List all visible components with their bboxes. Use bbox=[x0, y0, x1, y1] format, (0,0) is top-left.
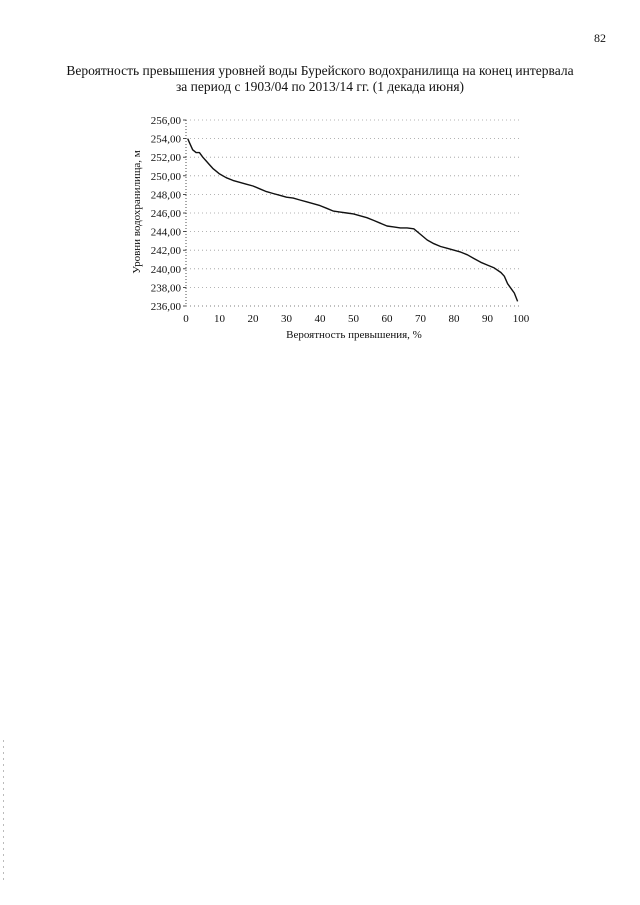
chart-title-line-1: Вероятность превышения уровней воды Бурейского водохранилища на конец интервала bbox=[66, 63, 574, 78]
y-tick-label-0: 236,00 bbox=[150, 301, 181, 313]
y-tick-label-2: 240,00 bbox=[150, 263, 181, 276]
y-tick-label-7: 250,00 bbox=[150, 170, 181, 183]
y-tick-label-4: 244,00 bbox=[150, 226, 181, 239]
x-tick-label-6: 60 bbox=[381, 313, 393, 325]
y-tick-label-6: 248,00 bbox=[150, 189, 181, 202]
x-tick-label-8: 80 bbox=[448, 313, 460, 325]
y-tick-label-9: 254,00 bbox=[150, 133, 181, 146]
x-tick-label-9: 90 bbox=[482, 313, 493, 325]
y-tick-label-3: 242,00 bbox=[150, 245, 181, 258]
x-tick-label-0: 0 bbox=[183, 313, 189, 325]
y-axis-label: Уровни водохранилища, м bbox=[131, 150, 143, 274]
x-tick-label-10: 100 bbox=[512, 313, 530, 325]
x-tick-label-4: 40 bbox=[314, 313, 326, 325]
y-tick-label-5: 246,00 bbox=[150, 208, 181, 220]
y-tick-label-1: 238,00 bbox=[150, 282, 181, 295]
x-tick-label-3: 30 bbox=[281, 313, 292, 325]
x-axis-label: Вероятность превышения, % bbox=[286, 329, 422, 341]
y-tick-label-8: 252,00 bbox=[150, 152, 181, 165]
y-tick-label-10: 256,00 bbox=[150, 115, 181, 127]
series-layer bbox=[188, 139, 518, 302]
series-line-0 bbox=[188, 139, 518, 302]
x-tick-label-1: 10 bbox=[214, 313, 225, 325]
x-tick-label-2: 20 bbox=[247, 313, 259, 325]
tick-layer bbox=[151, 115, 530, 325]
x-tick-label-7: 70 bbox=[415, 313, 426, 325]
chart-title-line-2: за период с 1903/04 по 2013/14 гг. (1 декада июня) bbox=[175, 79, 465, 94]
x-tick-label-5: 50 bbox=[348, 313, 359, 325]
page-number: 82 bbox=[594, 31, 606, 45]
grid-layer bbox=[186, 120, 521, 287]
